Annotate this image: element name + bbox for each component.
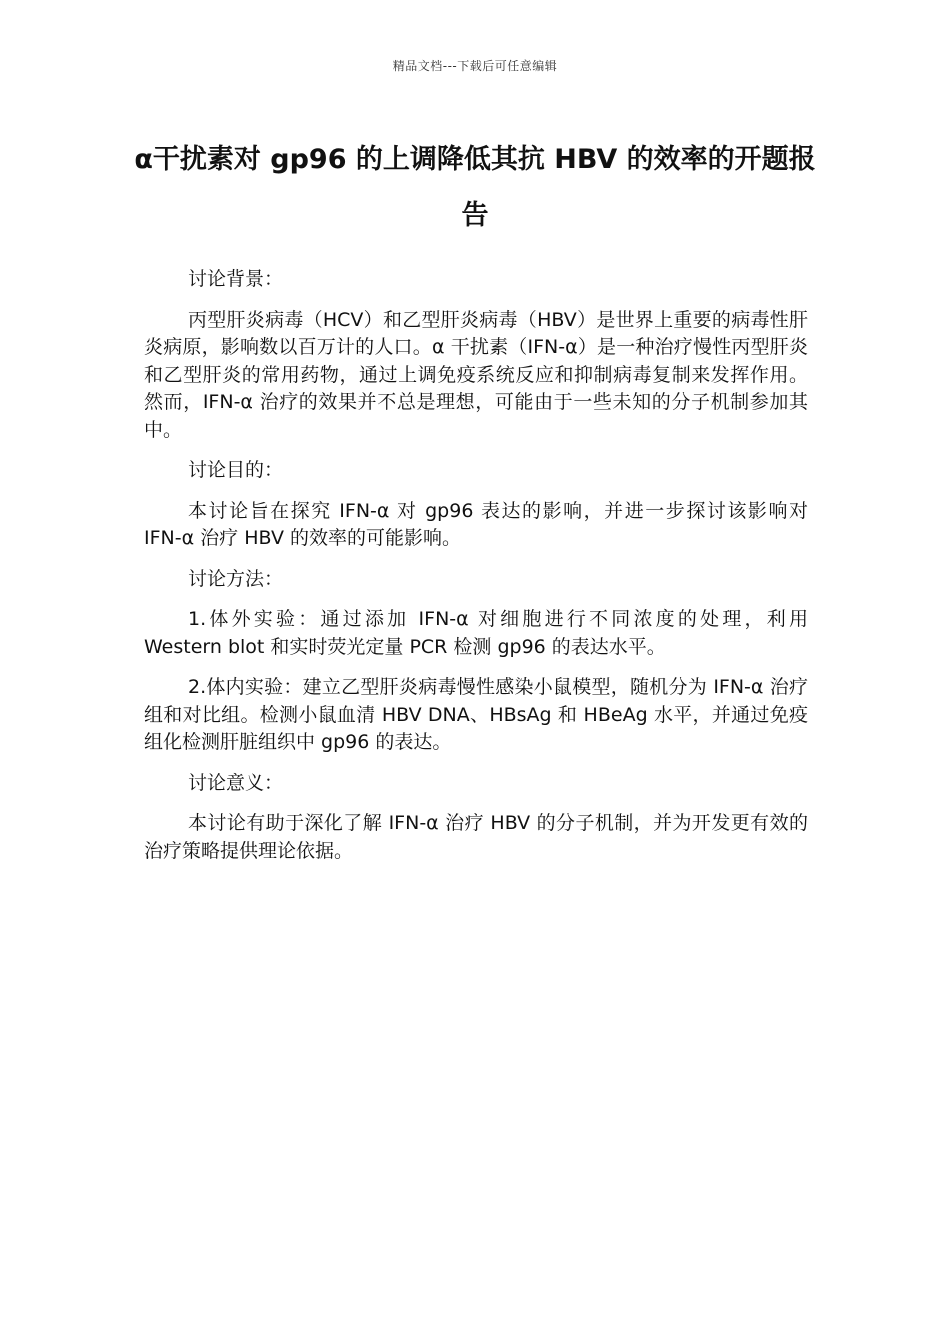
paragraph-method-in-vitro: 1.体外实验：通过添加 IFN-α 对细胞进行不同浓度的处理，利用 Western blot 和实时荧光定量 PCR 检测 gp96 的表达水平。 xyxy=(144,608,808,658)
paragraph-method-in-vivo: 2.体内实验：建立乙型肝炎病毒慢性感染小鼠模型，随机分为 IFN-α 治疗组和对比组。检测小鼠血清 HBV DNA、HBsAg 和 HBeAg 水平，并通过免疫组化检测肝脏组织中 gp96 的表达。 xyxy=(144,676,808,753)
paragraph-significance: 本讨论有助于深化了解 IFN-α 治疗 HBV 的分子机制，并为开发更有效的治疗策略提供理论依据。 xyxy=(144,812,808,862)
section-heading-significance: 讨论意义： xyxy=(188,771,284,794)
section-heading-purpose: 讨论目的： xyxy=(188,459,284,481)
document-body xyxy=(144,266,808,878)
paragraph-purpose: 本讨论旨在探究 IFN-α 对 gp96 表达的影响，并进一步探讨该影响对 IFN-α 治疗 HBV 的效率的可能影响。 xyxy=(144,499,808,549)
header-note: 精品文档---下载后可任意编辑 xyxy=(392,59,558,73)
paragraph-background: 丙型肝炎病毒（HCV）和乙型肝炎病毒（HBV）是世界上重要的病毒性肝炎病原，影响数以百万计的人口。α 干扰素（IFN-α）是一种治疗慢性丙型肝炎和乙型肝炎的常用药物，通过上调免疫系统反应和抑制病毒复制来发挥作用。然而，IFN-α 治疗的效果并不总是理想，可能由于一些未知的分子机制参加其中。 xyxy=(144,308,808,441)
document-title: α干扰素对 gp96 的上调降低其抗 HBV 的效率的开题报告 xyxy=(134,144,816,231)
section-heading-background: 讨论背景： xyxy=(188,268,284,290)
section-heading-methods: 讨论方法： xyxy=(188,567,284,590)
